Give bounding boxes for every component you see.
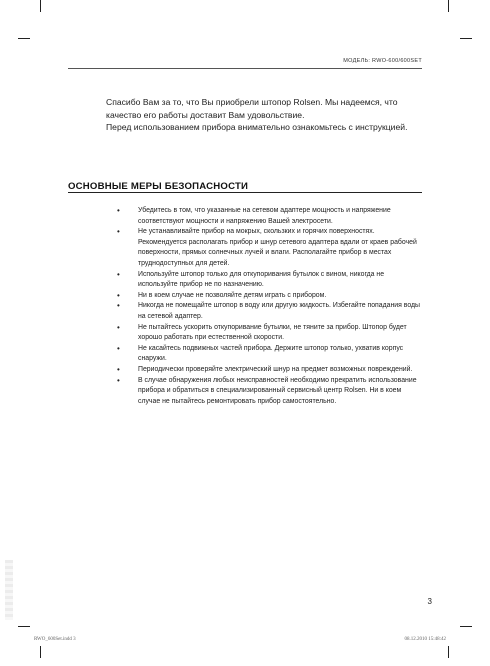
safety-item: • Ни в коем случае не позволяйте детям играть с прибором. [106,291,422,302]
crop-mark [460,38,472,39]
side-registration-mark [5,560,13,620]
footer-timestamp: 08.12.2010 15:48:42 [404,637,446,642]
safety-item: • Не касайтесь подвижных частей прибора. Держите штопор только, ухватив корпус снаружи. [106,344,422,365]
crop-mark [460,626,472,627]
crop-mark [448,0,449,12]
section-rule [68,192,422,193]
safety-item: • Используйте штопор только для откупоривания бутылок с вином, никогда не используйте прибор не по назначению. [106,270,422,291]
crop-mark [40,0,41,12]
crop-mark [18,38,30,39]
section-title: ОСНОВНЫЕ МЕРЫ БЕЗОПАСНОСТИ [68,181,249,192]
safety-item: • В случае обнаружения любых неисправностей необходимо прекратить использование прибора и обратиться в специализированный сервисный центр Rolsen. Ни в коем случае не пытайтесь ремонтировать прибор самостоятельно. [106,376,422,408]
intro-paragraph: Спасибо Вам за то, что Вы приобрели штопор Rolsen. Мы надеемся, что качество его работы доставит Вам удовольствие. [106,97,398,120]
header-rule [68,68,422,69]
footer-file-info: RWO_600Set.indd 3 [34,637,76,642]
crop-mark [40,646,41,658]
page-number: 3 [427,597,432,606]
intro-text [106,96,426,134]
model-label: МОДЕЛЬ: RWO-600/600SET [343,58,422,64]
safety-item: • Никогда не помещайте штопор в воду или другую жидкость. Избегайте попадания воды на сетевой адаптер. [106,301,422,322]
safety-item: • Не пытайтесь ускорить откупоривание бутылки, не тяните за прибор. Штопор будет хорошо работать при естественной скорости. [106,323,422,344]
safety-item: • Убедитесь в том, что указанные на сетевом адаптере мощность и напряжение соответствуют мощности и напряжению Вашей электросети. [106,206,422,227]
intro-paragraph: Перед использованием прибора внимательно ознакомьтесь с инструкцией. [106,122,408,133]
safety-list [106,206,422,407]
crop-mark [18,626,30,627]
safety-item: • Периодически проверяйте электрический шнур на предмет возможных повреждений. [106,365,422,376]
safety-item: • Не устанавливайте прибор на мокрых, скользких и горячих поверхностях. Рекомендуется располагать прибор и шнур сетевого адаптера вдали от краев рабочей поверхности, прямых солнечных лучей и влаги. Располагайте прибор в местах труднодоступных для детей. [106,227,422,269]
crop-mark [448,646,449,658]
